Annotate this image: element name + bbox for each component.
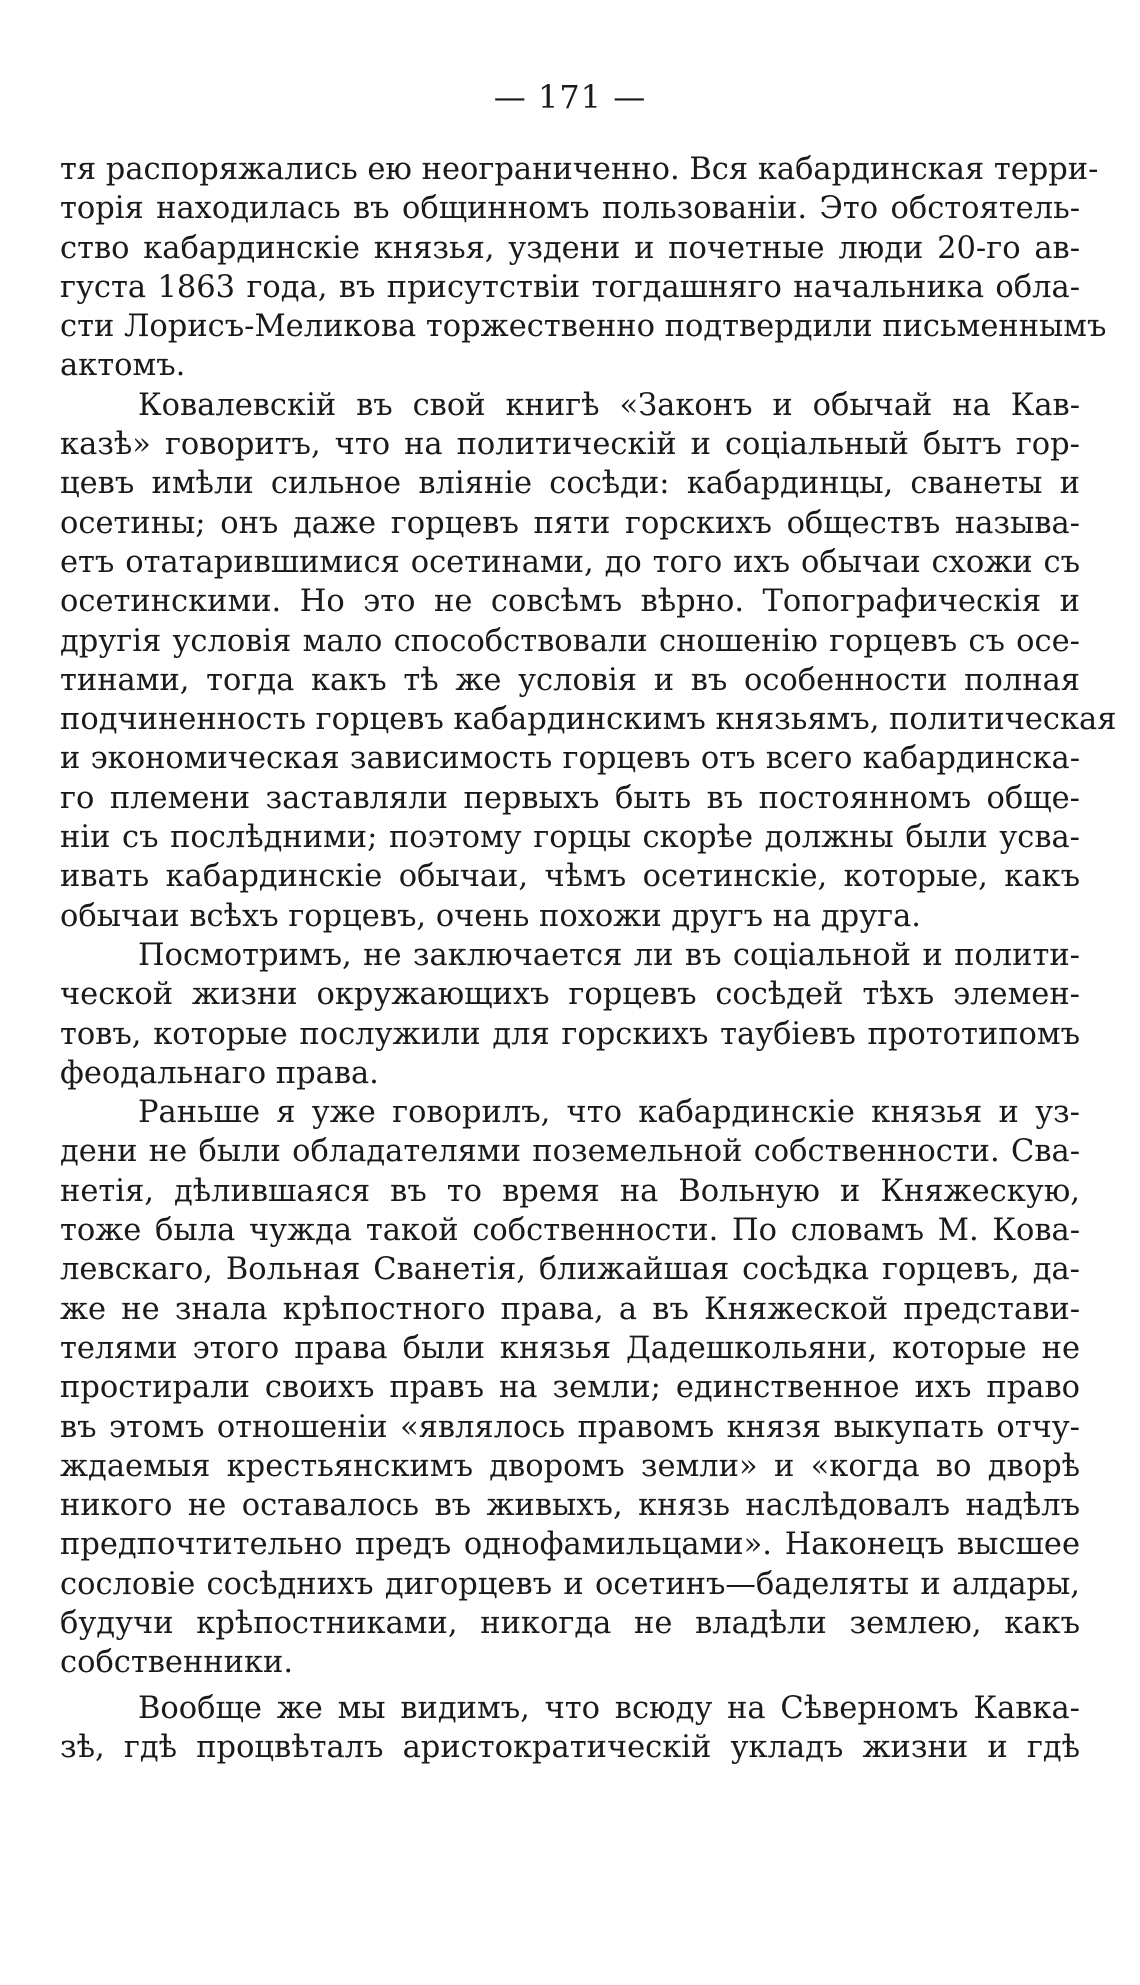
text-line: собственники. xyxy=(60,1645,294,1681)
text-line: торія находилась въ общинномъ пользованіи. Это обстоятель- xyxy=(60,191,1080,227)
text-line: дени не были обладателями поземельной собственности. Сва- xyxy=(60,1134,1080,1170)
text-line: предпочтительно предъ однофамильцами». Наконецъ высшее xyxy=(60,1527,1080,1563)
text-line: цевъ имѣли сильное вліяніе сосѣди: кабардинцы, сванеты и xyxy=(60,466,1080,502)
text-line: въ этомъ отношеніи «являлось правомъ князя выкупать отчу- xyxy=(60,1409,1080,1445)
text-line: обычаи всѣхъ горцевъ, очень похожи другъ на друга. xyxy=(60,898,921,934)
text-line: телями этого права были князья Дадешкольяни, которые не xyxy=(60,1330,1080,1366)
paragraph xyxy=(60,1093,1080,1682)
text-line: осетины; онъ даже горцевъ пяти горскихъ обществъ называ- xyxy=(60,505,1080,541)
text-line: ждаемыя крестьянскимъ дворомъ земли» и «когда во дворѣ xyxy=(60,1448,1080,1484)
text-line: левскаго, Вольная Сванетія, ближайшая сосѣдка горцевъ, да- xyxy=(60,1252,1080,1288)
text-line: простирали своихъ правъ на земли; единственное ихъ право xyxy=(60,1370,1080,1406)
text-line: феодальнаго права. xyxy=(60,1055,379,1091)
page-number: — 171 — xyxy=(493,78,647,116)
text-line: го племени заставляли первыхъ быть въ постоянномъ обще- xyxy=(60,780,1080,816)
paragraph xyxy=(60,936,1080,1093)
text-line: осетинскими. Но это не совсѣмъ вѣрно. Топографическія и xyxy=(60,584,1080,620)
text-line: сословіе сосѣднихъ дигорцевъ и осетинъ—баделяты и алдары, xyxy=(60,1566,1080,1602)
text-line: же не знала крѣпостного права, а въ Княжеской представи- xyxy=(60,1291,1080,1327)
text-line: нетія, дѣлившаяся въ то время на Вольную и Княжескую, xyxy=(60,1173,1080,1209)
text-line: никого не оставалось въ живыхъ, князь наслѣдовалъ надѣлъ xyxy=(60,1488,1080,1524)
text-line: другія условія мало способствовали сношенію горцевъ съ осе- xyxy=(60,623,1080,659)
paragraph xyxy=(60,386,1117,936)
text-line: актомъ. xyxy=(60,348,186,384)
text-line: етъ отатарившимися осетинами, до того ихъ обычаи схожи съ xyxy=(60,544,1080,580)
text-line: тя распоряжались ею неограниченно. Вся кабардинская терри- xyxy=(60,152,1099,187)
paragraph xyxy=(60,1689,1080,1768)
text-line: ивать кабардинскіе обычаи, чѣмъ осетинскіе, которые, какъ xyxy=(60,859,1080,895)
paragraph xyxy=(60,150,1107,386)
text-line: товъ, которые послужили для горскихъ таубіевъ прототипомъ xyxy=(60,1016,1080,1052)
text-line: зѣ, гдѣ процвѣталъ аристократическій укладъ жизни и гдѣ xyxy=(60,1729,1080,1765)
text-line: Раньше я уже говорилъ, что кабардинскіе князья и уз- xyxy=(138,1095,1080,1131)
text-line: казѣ» говоритъ, что на политическій и соціальный бытъ гор- xyxy=(60,427,1080,463)
text-line: ство кабардинскіе князья, уздени и почетные люди 20-го ав- xyxy=(60,230,1080,266)
text-line: и экономическая зависимость горцевъ отъ всего кабардинска- xyxy=(60,741,1080,777)
text-line: ніи съ послѣдними; поэтому горцы скорѣе должны были усва- xyxy=(60,820,1080,856)
text-line: тоже была чужда такой собственности. По словамъ М. Кова- xyxy=(60,1213,1080,1249)
text-line: Посмотримъ, не заключается ли въ соціальной и полити- xyxy=(138,937,1080,973)
text-line: тинами, тогда какъ тѣ же условія и въ особенности полная xyxy=(60,662,1080,698)
text-line: Вообще же мы видимъ, что всюду на Сѣверномъ Кавка- xyxy=(138,1690,1080,1726)
page-body-text xyxy=(60,150,1117,1767)
text-line: ческой жизни окружающихъ горцевъ сосѣдей тѣхъ элемен- xyxy=(60,977,1080,1013)
text-line: подчиненность горцевъ кабардинскимъ князьямъ, политическая xyxy=(60,702,1117,738)
text-line: сти Лорисъ-Меликова торжественно подтвердили письменнымъ xyxy=(60,309,1107,345)
text-line: будучи крѣпостниками, никогда не владѣли землею, какъ xyxy=(60,1605,1080,1641)
text-line: густа 1863 года, въ присутствіи тогдашняго начальника обла- xyxy=(60,269,1080,305)
text-line: Ковалевскій въ свой книгѣ «Законъ и обычай на Кав- xyxy=(138,387,1080,423)
